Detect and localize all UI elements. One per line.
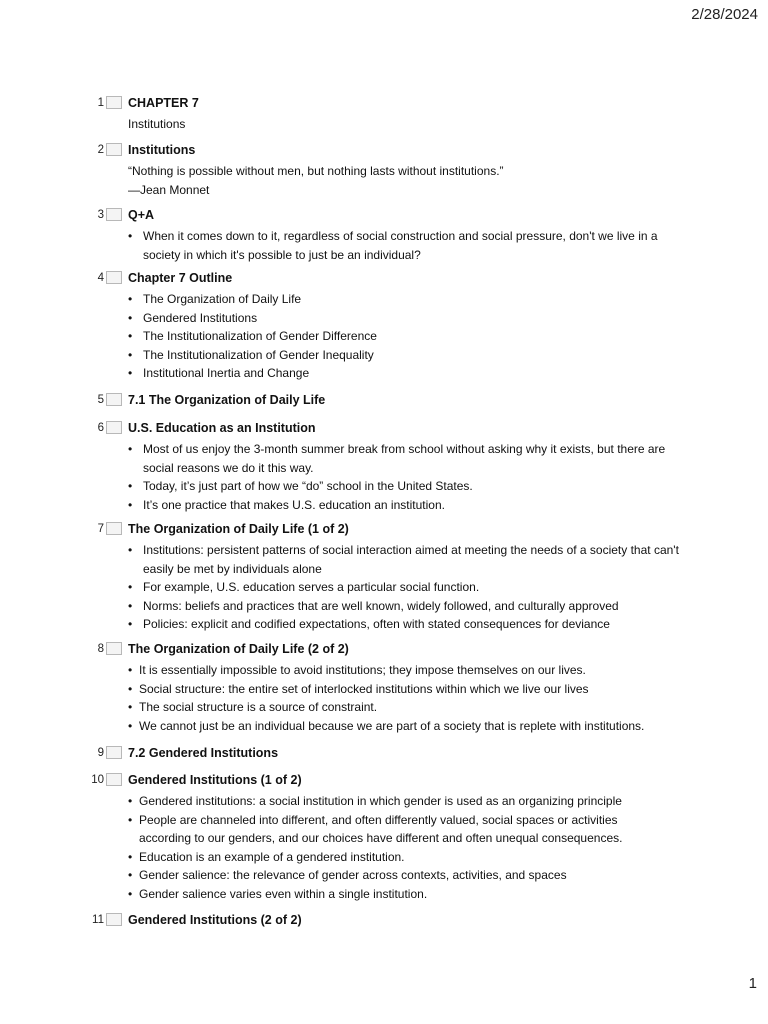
slide-title: 7.2 Gendered Institutions <box>128 746 279 760</box>
slide-checkbox[interactable] <box>106 642 122 655</box>
slide-number: 9 <box>97 747 104 759</box>
bullet-item: • Gender salience varies even within a single institution. <box>128 885 668 904</box>
bullet-item: • For example, U.S. education serves a particular social function. <box>128 578 683 597</box>
slide-checkbox[interactable] <box>106 393 122 406</box>
slide-number: 6 <box>97 422 104 434</box>
slide-checkbox[interactable] <box>106 421 122 434</box>
slide-bullets <box>128 440 676 514</box>
slide-checkbox[interactable] <box>106 143 122 156</box>
bullet-item: • We cannot just be an individual because we are part of a society that is replete with institutions. <box>128 717 688 736</box>
bullet-item: • The social structure is a source of constraint. <box>128 698 688 717</box>
bullet-item: • It’s one practice that makes U.S. education an institution. <box>128 496 676 515</box>
bullet-item: • Gendered Institutions <box>128 309 688 328</box>
slide-number: 5 <box>97 394 104 406</box>
slide-bullets <box>128 227 684 264</box>
slide-number: 10 <box>91 774 104 786</box>
slide-text <box>128 162 688 199</box>
bullet-item: • Today, it’s just part of how we “do” school in the United States. <box>128 477 676 496</box>
bullet-item: • The Institutionalization of Gender Inequality <box>128 346 688 365</box>
bullet-item: • Gender salience: the relevance of gender across contexts, activities, and spaces <box>128 866 668 885</box>
bullet-item: • The Institutionalization of Gender Difference <box>128 327 688 346</box>
slide-checkbox[interactable] <box>106 208 122 221</box>
bullet-item: • Institutional Inertia and Change <box>128 364 688 383</box>
slide-number: 8 <box>97 643 104 655</box>
slide-title: 7.1 The Organization of Daily Life <box>128 393 326 407</box>
slide-title: Institutions <box>128 143 196 157</box>
slide-number: 11 <box>92 914 104 926</box>
slide-number: 7 <box>97 523 104 535</box>
text-line: Institutions <box>128 117 186 131</box>
slide-title: CHAPTER 7 <box>128 96 199 110</box>
slide-bullets <box>128 290 688 383</box>
bullet-item: • Institutions: persistent patterns of social interaction aimed at meeting the needs of a society that can't easily be met by individuals alone <box>128 541 683 578</box>
slide-number: 1 <box>97 97 104 109</box>
bullet-item: • Gendered institutions: a social institution in which gender is used as an organizing principle <box>128 792 668 811</box>
slide-title: Q+A <box>128 208 155 222</box>
slide-title: Chapter 7 Outline <box>128 271 233 285</box>
slide-checkbox[interactable] <box>106 96 122 109</box>
bullet-item: • When it comes down to it, regardless of social construction and social pressure, don't we live in a society in which it's possible to just be an individual? <box>128 227 684 264</box>
bullet-item: • Education is an example of a gendered institution. <box>128 848 668 867</box>
bullet-item: • Social structure: the entire set of interlocked institutions within which we live our lives <box>128 680 688 699</box>
slide-bullets <box>128 541 683 634</box>
slide-checkbox[interactable] <box>106 773 122 786</box>
bullet-item: • It is essentially impossible to avoid institutions; they impose themselves on our lives. <box>128 661 688 680</box>
quote-line: “Nothing is possible without men, but nothing lasts without institutions.” <box>128 164 504 178</box>
bullet-item: • Norms: beliefs and practices that are well known, widely followed, and culturally approved <box>128 597 683 616</box>
slide-title: The Organization of Daily Life (2 of 2) <box>128 642 349 656</box>
slide-bullets <box>128 792 668 904</box>
quote-attribution: —Jean Monnet <box>128 182 210 197</box>
slide-number: 3 <box>97 209 104 221</box>
slide-text <box>128 115 688 134</box>
slide-number: 4 <box>97 272 104 284</box>
print-date: 2/28/2024 <box>691 6 758 23</box>
bullet-item: • Policies: explicit and codified expectations, often with stated consequences for deviance <box>128 615 683 634</box>
slide-title: Gendered Institutions (2 of 2) <box>128 913 302 927</box>
bullet-item: • Most of us enjoy the 3-month summer break from school without asking why it exists, but there are social reasons we do it this way. <box>128 440 676 477</box>
page-number: 1 <box>748 975 757 992</box>
slide-checkbox[interactable] <box>106 913 122 926</box>
slide-title: U.S. Education as an Institution <box>128 421 316 435</box>
slide-bullets <box>128 661 688 735</box>
slide-title: The Organization of Daily Life (1 of 2) <box>128 522 349 536</box>
slide-checkbox[interactable] <box>106 522 122 535</box>
bullet-item: • The Organization of Daily Life <box>128 290 688 309</box>
slide-checkbox[interactable] <box>106 271 122 284</box>
slide-checkbox[interactable] <box>106 746 122 759</box>
bullet-item: • People are channeled into different, and often differently valued, social spaces or activities according to our genders, and our choices have different and often unequal consequences. <box>128 811 668 848</box>
slide-number: 2 <box>97 144 104 156</box>
slide-title: Gendered Institutions (1 of 2) <box>128 773 302 787</box>
